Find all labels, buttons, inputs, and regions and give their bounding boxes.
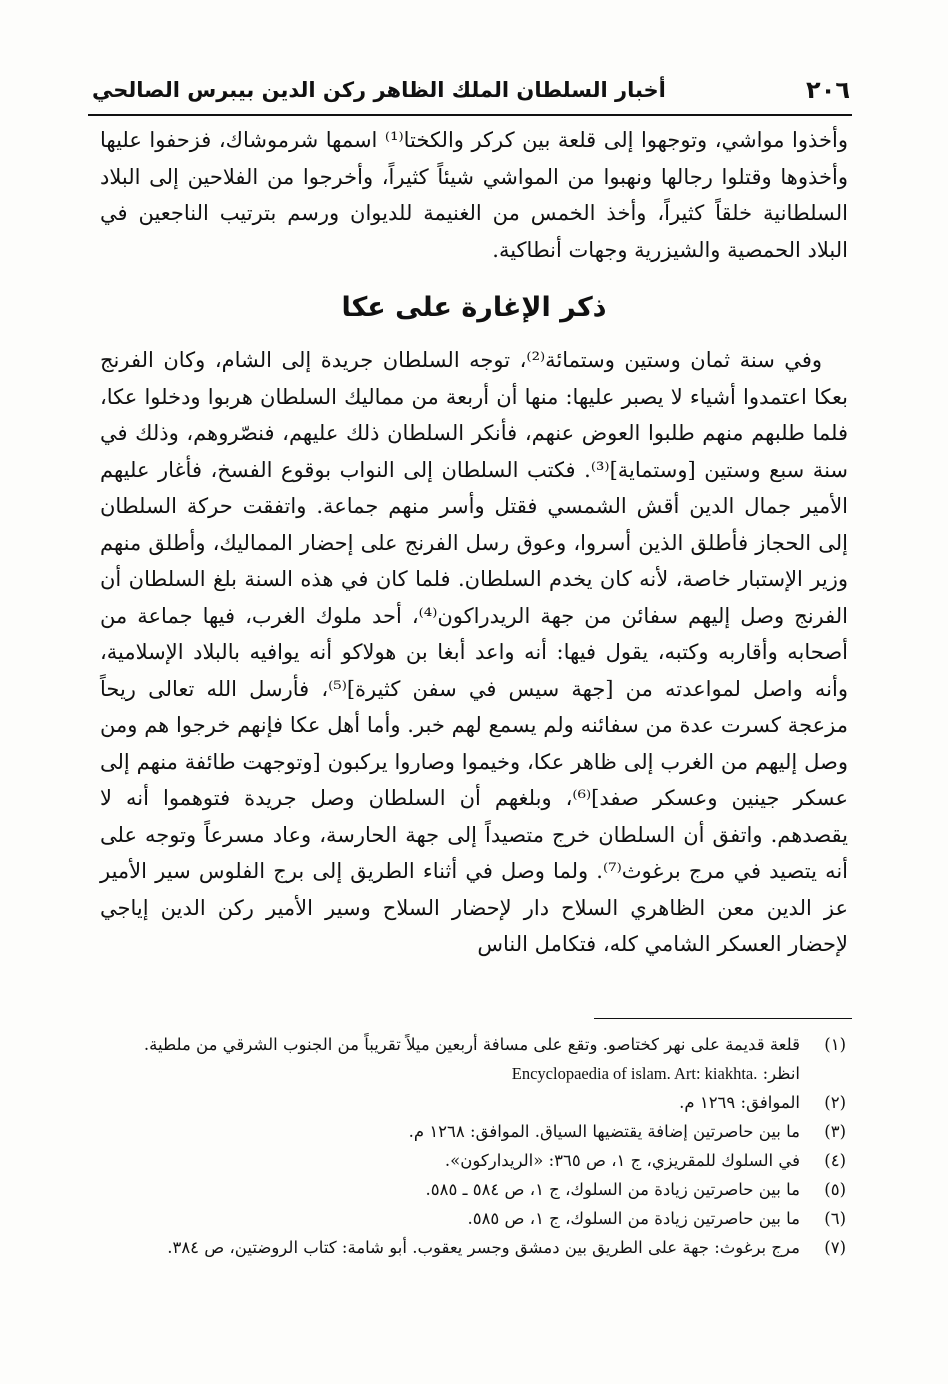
footnote-text: الموافق: ١٢٦٩ م. — [679, 1093, 800, 1112]
footnote-number: (٧) — [824, 1238, 846, 1257]
footnote-text: ما بين حاصرتين إضافة يقتضيها السياق. الموافق: ١٢٦٨ م. — [408, 1122, 800, 1141]
footnote-text: في السلوك للمقريزي، ج ١، ص ٣٦٥: «الريداركون». — [444, 1151, 800, 1170]
running-header — [92, 70, 850, 110]
footnote-number: (٥) — [824, 1180, 846, 1199]
footnote-text: مرج برغوث: جهة على الطريق بين دمشق وجسر يعقوب. أبو شامة: كتاب الروضتين، ص ٣٨٤. — [167, 1238, 800, 1257]
footnote-rule — [594, 1018, 852, 1019]
footnote-item — [96, 1204, 846, 1233]
footnote-number: (٦) — [824, 1209, 846, 1228]
footnote-text: ما بين حاصرتين زيادة من السلوك، ج ١، ص ٥٨٥. — [467, 1209, 800, 1228]
footnote-item — [96, 1030, 846, 1059]
footnote-latin-ref: Encyclopaedia of islam. Art: kiakhta. — [511, 1064, 758, 1083]
header-rule — [88, 114, 852, 116]
section-title: ذكر الإغارة على عكا — [341, 292, 607, 323]
footnote-item — [96, 1146, 846, 1175]
footnote-continuation — [96, 1059, 846, 1088]
footnote-item — [96, 1088, 846, 1117]
paragraph: وأخذوا مواشي، وتوجهوا إلى قلعة بين كركر والكختا⁽¹⁾ اسمها شرموشاك، فزحفوا عليها وأخذوها وقتلوا رجالها ونهبوا من المواشي شيئاً كثيراً، وأخرجوا من الفلاحين إلى البلاد السلطانية خلقاً كثيراً، وأخذ الخمس من الغنيمة للديوان ورسم بترتيب الناجعين في البلاد الحمصية والشيزرية وجهات أنطاكية. — [100, 128, 848, 262]
footnote-item — [96, 1233, 846, 1262]
main-text — [100, 122, 848, 963]
page-number: ٢٠٦ — [806, 76, 850, 104]
footnote-text: قلعة قديمة على نهر كختاصو. وتقع على مسافة أربعين ميلاً تقريباً من الجنوب الشرقي من ملطية. — [143, 1035, 800, 1054]
paragraph: وفي سنة ثمان وستين وستمائة⁽²⁾، توجه السلطان جريدة إلى الشام، وكان الفرنج بعكا اعتمدوا أشياء لا يصبر عليها: منها أن أربعة من مماليك السلطان هربوا ودخلوا عكا، فلما طلبهم منهم طلبوا العوض عنهم، فأنكر السلطان ذلك عليهم، فنصّروهم، وذلك في سنة سبع وستين [وستماية]⁽³⁾. فكتب السلطان إلى النواب بوقوع الفسخ، فأغار عليهم الأمير جمال الدين أقش الشمسي فقتل وأسر منهم جماعة. واتفقت حركة السلطان إلى الحجاز فأطلق الذين أسروا، وعوق رسل الفرنج على إحضار المماليك، وأطلق منهم وزير الإستبار خاصة، لأنه كان يخدم السلطان. فلما كان في هذه السنة بلغ السلطان أن الفرنج وصل إليهم سفائن من جهة الريدراكون⁽⁴⁾، أحد ملوك الغرب، فيها جماعة من أصحابه وأقاربه وكتبه، يقول فيها: أنه واعد أبغا بن هولاكو أنه يوافيه بالبلاد الإسلامية، وأنه واصل لمواعدته من [جهة سيس في سفن كثيرة]⁽⁵⁾، فأرسل الله تعالى ريحاً مزعجة كسرت عدة من سفائنه ولم يسمع لهم خبر. وأما أهل عكا فإنهم خرجوا هم ومن وصل إليهم من الغرب إلى ظاهر عكا، وخيموا وصاروا يركبون [وتوجهت طائفة منهم إلى عسكر جينين وعسكر صفد]⁽⁶⁾، وبلغهم أن السلطان وصل جريدة فتوهموا أنه لا يقصدهم. واتفق أن السلطان خرج متصيداً إلى جهة الحارسة، وعاد مسرعاً وتوجه على أنه يتصيد في مرج برغوث⁽⁷⁾. ولما وصل في أثناء الطريق إلى برج الفلوس سير الأمير عز الدين معن الظاهري السلاح دار لإحضار السلاح وسير الأمير ركن الدين إياجي لإحضار العسكر الشامي كله، فتكامل الناس — [100, 348, 849, 956]
footnote-number: (٣) — [824, 1122, 846, 1141]
footnote-see-label: انظر: — [762, 1064, 800, 1083]
footnotes — [96, 1030, 846, 1262]
footnote-text: ما بين حاصرتين زيادة من السلوك، ج ١، ص ٥٨٤ ـ ٥٨٥. — [425, 1180, 800, 1199]
footnote-number: (٢) — [824, 1093, 846, 1112]
footnote-item — [96, 1175, 846, 1204]
footnote-number: (١) — [824, 1035, 846, 1054]
footnote-number: (٤) — [824, 1151, 846, 1170]
footnote-item — [96, 1117, 846, 1146]
running-title: أخبار السلطان الملك الظاهر ركن الدين بيبرس الصالحي — [92, 78, 666, 102]
